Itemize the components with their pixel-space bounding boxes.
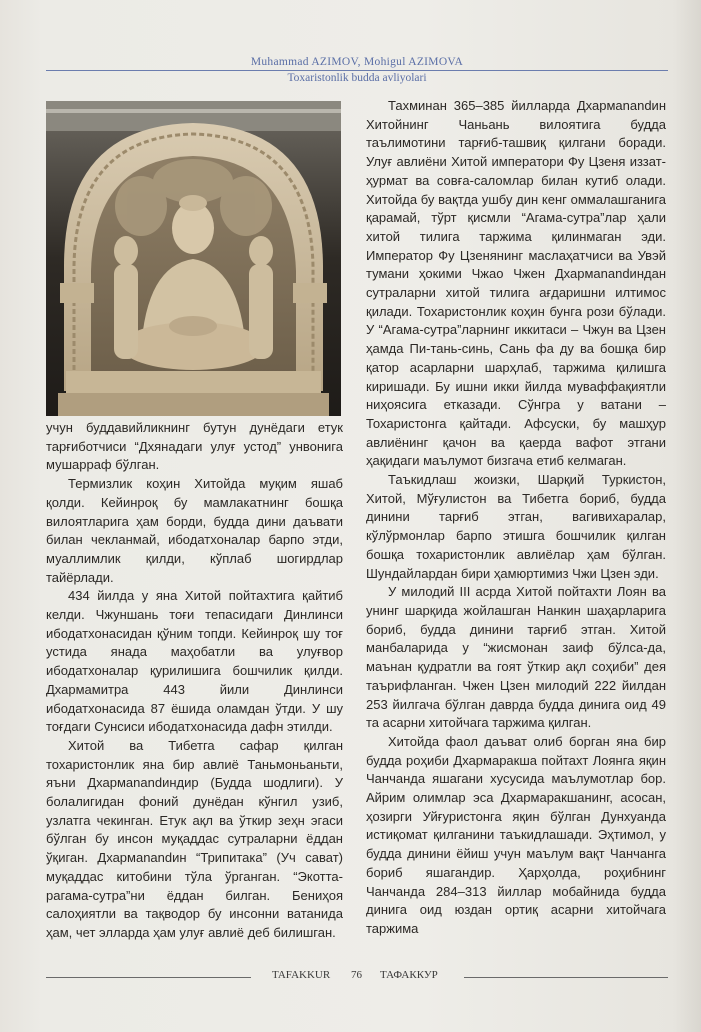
- running-header: [46, 56, 668, 84]
- footer-rule-right: [464, 977, 668, 978]
- left-paragraph-3: 434 йилда у яна Хитой пойтахтига қайтиб келди. Чжуншань тоғи тепасидаги Динлинси ибодатхонасидан қўним топди. Кейинроқ шу тоғ устида янада маҳобатли ва улуғвор ибодатхоналар қурилишига бошчилик қилди. Дхармамитра 443 йили Динлинси ибодатхонасида 87 ёшида оламдан ўтди. У шу тоғдаги Сунсиси ибодатхонасида дафн этилди.: [46, 588, 343, 735]
- header-authors: Muhammad AZIMOV, Mohigul AZIMOVA: [250, 56, 464, 68]
- footer-magazine-cyrillic: ТАФАККУР: [380, 969, 438, 981]
- left-text-column: [46, 419, 343, 943]
- left-paragraph-4: Хитой ва Тибетга сафар қилган тохаристонлик яна бир авлиё Таньмоньаньти, яъни Дхармanandиндир (Будда шодлиги). У болалигидан фоний дунёдан кўнгил узиб, узлатга чекинган. Етук ақл ва ўткир зеҳн эгаси бўлган бу инсон муқаддас сутраларни ёддан ўқиган. Дхармanandин “Трипитака” (Уч сават) муқаддас китобини тўла ўрганган. “Экотта-рагама-сутра”ни ёддан билган. Бениҳоя салоҳиятли ва тақводор бу инсонни ватанида ҳам, чет элларда ҳам улуғ авлиё деб билишган.: [46, 737, 343, 940]
- footer-page-number: 76: [351, 969, 362, 981]
- footer-rule-left: [46, 977, 251, 978]
- right-paragraph-1: Тахминан 365–385 йилларда Дхармanandин Хитойнинг Чаньань вилоятига будда таълимотини тарғиб-ташвиқ қилгани боради. Улуғ авлиёни Хитой императори Фу Цзеня иззат-ҳурмат ва совға-саломлар билан кутиб олади. Хитойда бу вақтда ушбу дин кенг оммалашганига қарамай, тўрт қисмли “Агама-сутра”лар ҳали хитой тилига таржима қилинмаган эди. Император Фу Цзенянинг маслаҳатчиси ва Увэй тумани ҳокими Чжао Чжен Дхармanandиндан сутраларни хитой тилига ағдаришни илтимос қилади. Тохаристонлик коҳин бунга рози бўлади. У “Агама-сутра”ларнинг иккитаси – Чжун ва Цзен ҳамда Пи-тань-синь, Сань фа ду ва бошқа бир қатор асарларни шарҳлаб, таржима қилишга киришади. Бу ишни икки йилда муваффақиятли ниҳоясига етказади. Сўнгра у ватани – Тохаристонга қайтади. Афсуски, бу машҳур авлиёнинг қачон ва қаерда вафот этгани ҳақидаги маълумот бизгача етиб келмаган.: [366, 98, 666, 469]
- left-paragraph-1: учун буддавийликнинг бутун дунёдаги етук тарғиботчиси “Дхянадаги улуғ устод” унвонига мушарраф бўлган.: [46, 420, 343, 473]
- header-subtitle: Toxaristonlik budda avliyolari: [287, 72, 427, 84]
- right-paragraph-2: Таъкидлаш жоизки, Шарқий Туркистон, Хитой, Мўғулистон ва Тибетга бориб, будда динини тарғиб этган, вагивихаралар, кўлўрмонлар барпо этишга бошчилик қилган бошқа тохаристонлик авлиёлар ҳам бўлган. Шундайлардан бири ҳамюртимиз Чжи Цзен эди.: [366, 472, 666, 581]
- left-paragraph-2: Термизлик коҳин Хитойда муқим яшаб қолди. Кейинроқ бу мамлакатнинг бошқа вилоятларига ҳам борди, будда дини даъвати билан чекланмай, ибодатхоналар барпо этди, муаллимлик қилди, кўплаб шогирдлар тайёрлади.: [46, 476, 343, 585]
- buddha-relief-photo: [46, 101, 341, 416]
- page-footer: [46, 969, 668, 987]
- header-rule: [46, 70, 668, 71]
- right-paragraph-4: Хитойда фаол даъват олиб борган яна бир будда роҳиби Дхармаракша пойтахт Лоянга яқин Чанчанда яшагани хусусида маълумотлар бор. Айрим олимлар эса Дхармаракшанинг, асосан, ҳозирги Уйғуристонга яқин бўлган Дунхуанда истиқомат қилганини таъкидлашади. Эҳтимол, у будда динини ёйиш учун маълум вақт Чанчанга бориб яшагандир. Ҳарҳолда, роҳибнинг Чанчанда 284–313 йиллар мобайнида будда динига оид юздан ортиқ асарни хитойчага таржима: [366, 733, 666, 936]
- buddha-relief-illustration: [46, 101, 341, 416]
- footer-magazine-latin: TAFAKKUR: [272, 969, 331, 981]
- right-text-column: [366, 97, 666, 939]
- right-paragraph-3: У милодий III асрда Хитой пойтахти Лоян ва унинг шарқида жойлашган Нанкин шаҳарларига бориб, будда динини тарғиб этган. Хитой манбаларида у “жисмонан заиф бўлса-да, маънан қудратли ва гоят ўткир ақл соҳиби” дея таърифланган. Чжен Цзен милодий 222 йилдан 253 йилгача бўлган даврда будда динига оид 49 та асарни хитойчага таржима қилган.: [366, 584, 666, 731]
